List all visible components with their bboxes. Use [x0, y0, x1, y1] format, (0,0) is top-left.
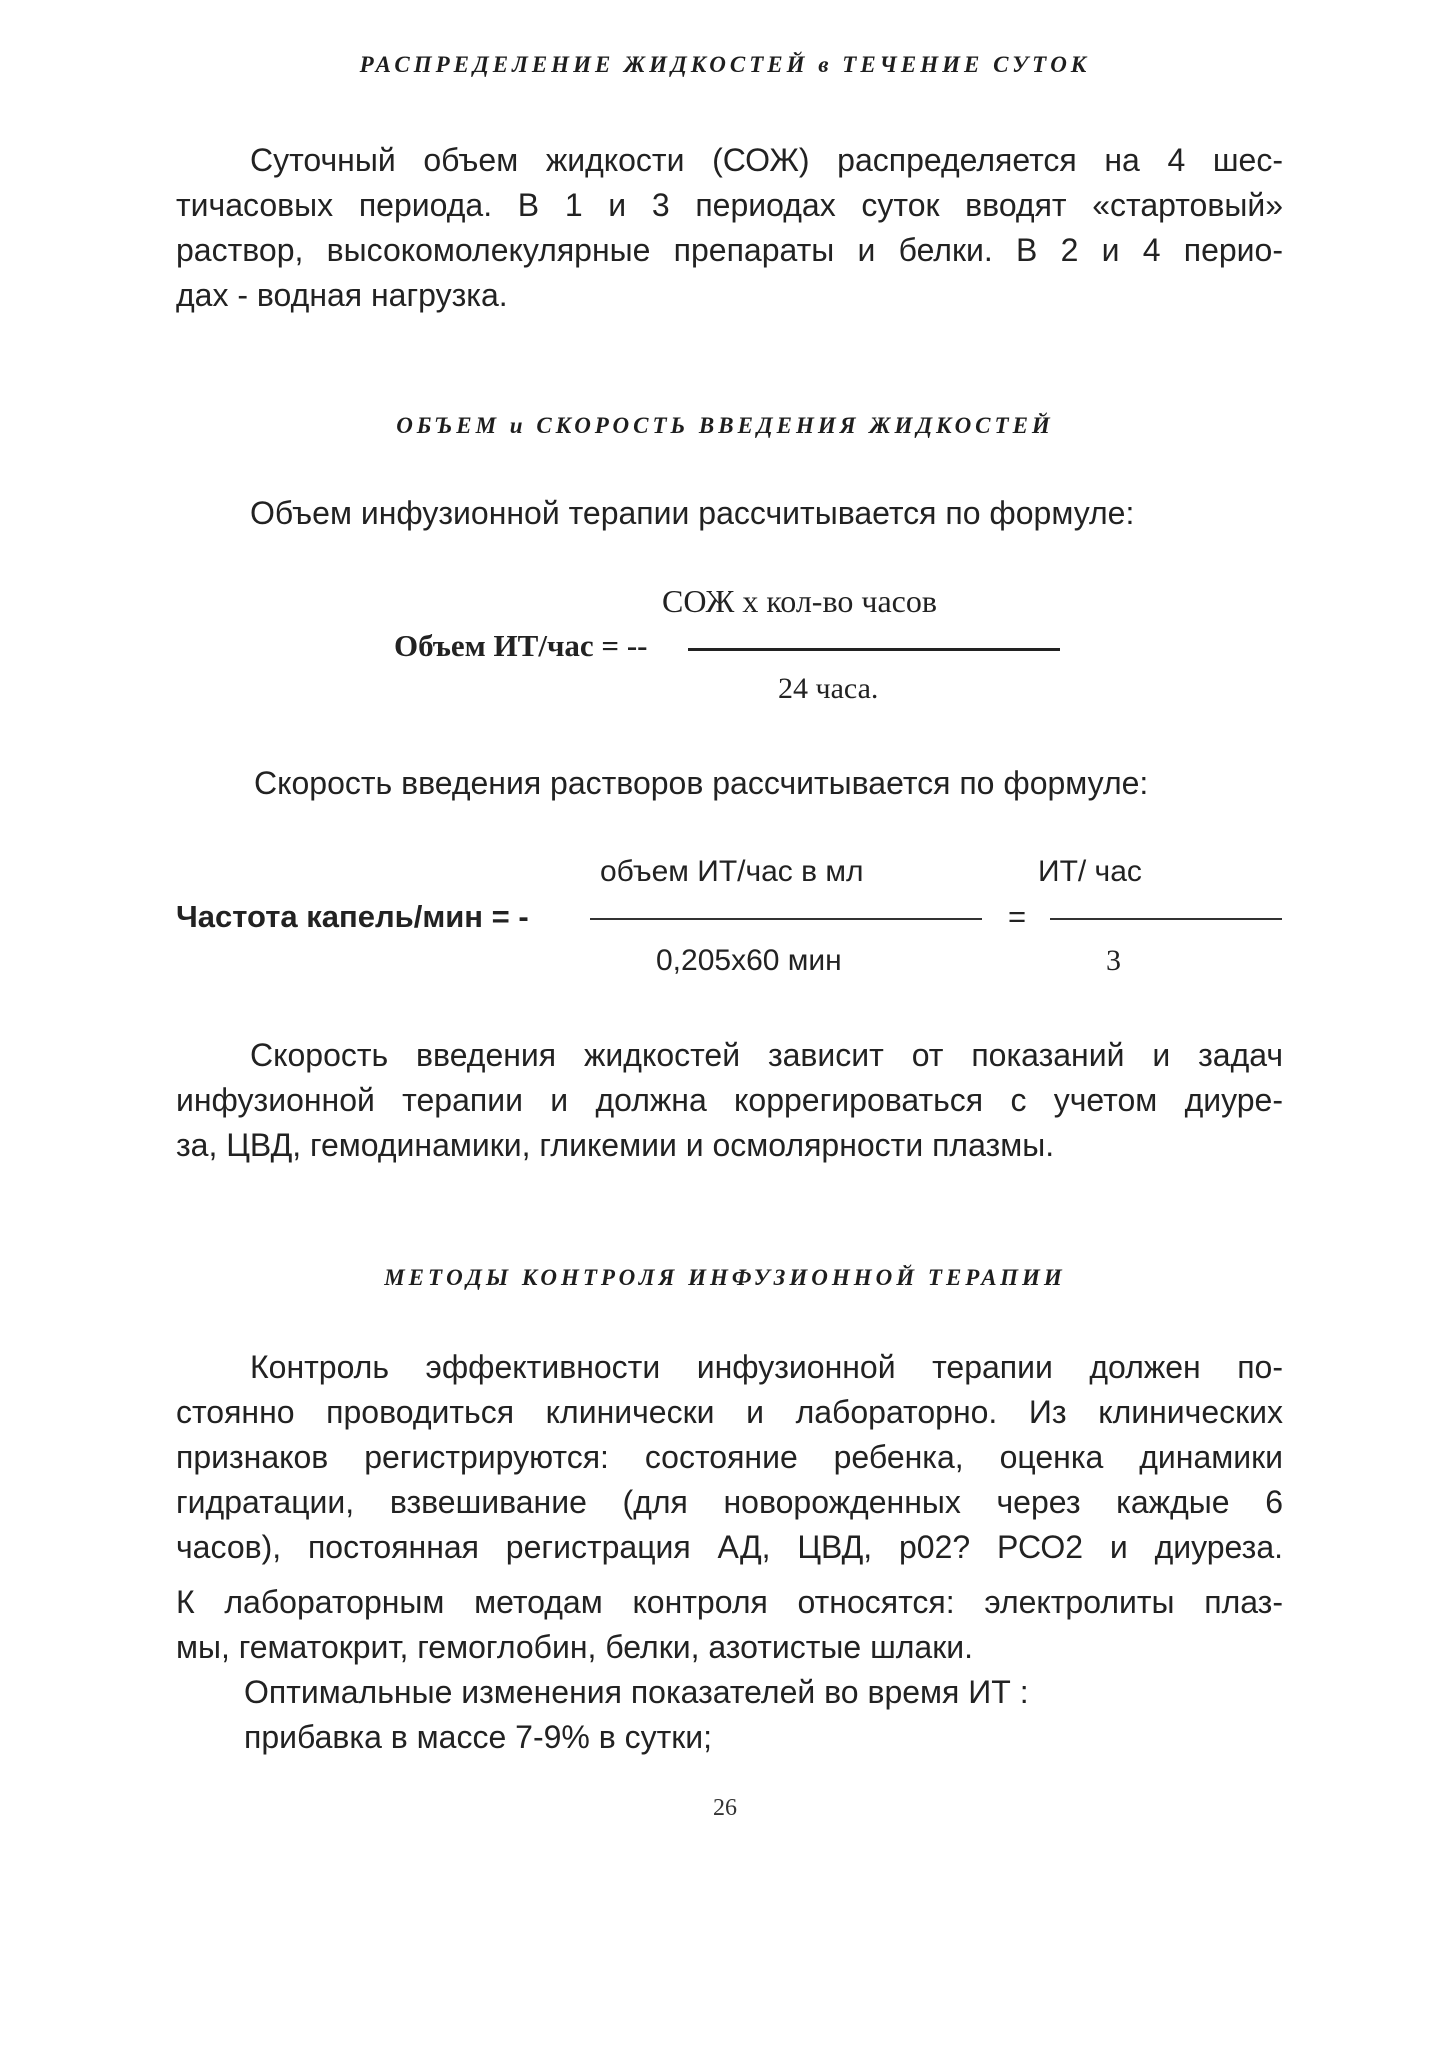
optimal-changes-line: Оптимальные изменения показателей во время ИТ : [244, 1674, 1029, 1710]
paragraph-line: Суточный объем жидкости (СОЖ) распределяется на 4 шес- [250, 142, 1283, 178]
paragraph-line: дах - водная нагрузка. [176, 277, 508, 313]
paragraph-line: признаков регистрируются: состояние ребенка, оценка динамики [176, 1439, 1283, 1475]
section-heading-control-methods: МЕТОДЫ КОНТРОЛЯ ИНФУЗИОННОЙ ТЕРАПИИ [384, 1265, 1066, 1290]
formula2-numerator-1: объем ИТ/час в мл [600, 855, 864, 888]
section-heading-fluid-distribution: РАСПРЕДЕЛЕНИЕ ЖИДКОСТЕЙ в ТЕЧЕНИЕ СУТОК [359, 52, 1091, 77]
paragraph-rate-dependence [176, 1033, 1283, 1168]
paragraph-clinical-control [176, 1345, 1283, 1570]
paragraph-line: Контроль эффективности инфузионной терапии должен по- [250, 1349, 1283, 1385]
paragraph-line: стоянно проводиться клинически и лабораторно. Из клинических [176, 1394, 1283, 1430]
formula2-denominator-1: 0,205х60 мин [656, 944, 842, 977]
formula1-intro: Объем инфузионной терапии рассчитывается по формуле: [250, 495, 1135, 531]
paragraph-line: тичасовых периода. В 1 и 3 периодах суток вводят «стартовый» [176, 187, 1283, 223]
section-heading-volume-rate: ОБЪЕМ и СКОРОСТЬ ВВЕДЕНИЯ ЖИДКОСТЕЙ [396, 413, 1054, 438]
page-number: 26 [713, 1795, 737, 1821]
paragraph-line: мы, гематокрит, гемоглобин, белки, азотистые шлаки. [176, 1629, 973, 1665]
formula2-fraction-bar-2 [1050, 918, 1282, 920]
paragraph-line: за, ЦВД, гемодинамики, гликемии и осмолярности плазмы. [176, 1127, 1055, 1163]
formula2-equals: = [1008, 899, 1027, 934]
formula2-intro: Скорость введения растворов рассчитывается по формуле: [254, 765, 1149, 801]
paragraph-line: Скорость введения жидкостей зависит от показаний и задач [250, 1037, 1283, 1073]
formula1-fraction-bar [688, 648, 1060, 651]
paragraph-line: инфузионной терапии и должна коррегироваться с учетом диуре- [176, 1082, 1283, 1118]
weight-gain-line: прибавка в массе 7-9% в сутки; [244, 1719, 713, 1755]
paragraph-line: часов), постоянная регистрация АД, ЦВД, р02? РСО2 и диуреза. [176, 1529, 1283, 1565]
formula1-denominator: 24 часа. [778, 672, 879, 705]
formula2-label: Частота капель/мин = - [176, 899, 529, 934]
paragraph-line: гидратации, взвешивание (для новорожденных через каждые 6 [176, 1484, 1283, 1520]
paragraph-line: раствор, высокомолекулярные препараты и белки. В 2 и 4 перио- [176, 232, 1283, 268]
paragraph-lab-control [176, 1580, 1283, 1670]
formula1-numerator: СОЖ х кол-во часов [662, 583, 937, 619]
formula2-numerator-2: ИТ/ час [1038, 855, 1142, 888]
formula2-fraction-bar-1 [590, 918, 982, 920]
formula1-label: Объем ИТ/час = -- [394, 628, 648, 663]
formula2-denominator-2: 3 [1106, 944, 1121, 977]
paragraph-fluid-distribution [176, 138, 1283, 318]
paragraph-line: К лабораторным методам контроля относятся: электролиты плаз- [176, 1584, 1283, 1620]
